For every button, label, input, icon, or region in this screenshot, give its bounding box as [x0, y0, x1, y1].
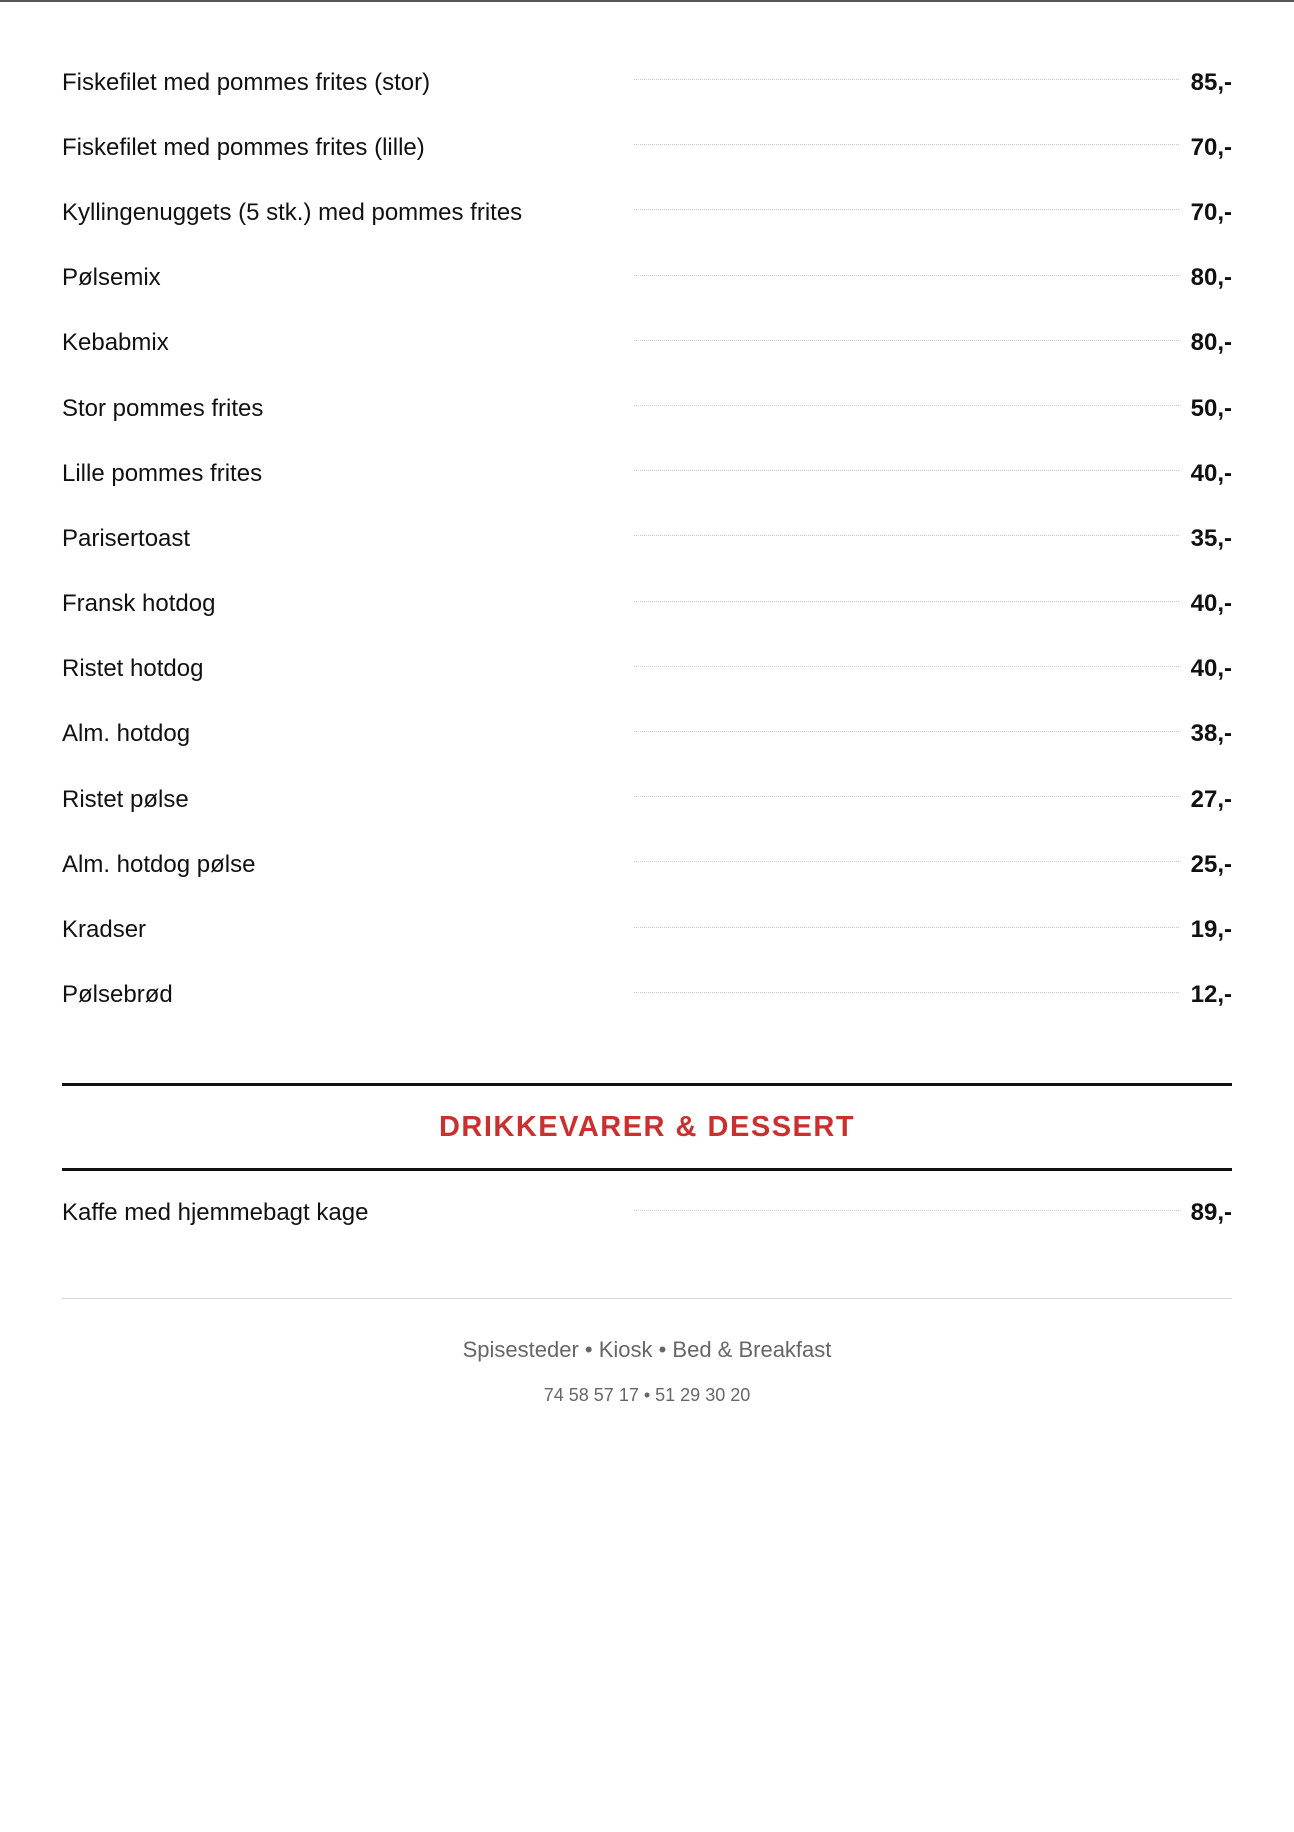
dotted-leader	[634, 731, 1179, 732]
menu-item	[62, 897, 1232, 962]
dotted-leader	[634, 1210, 1179, 1211]
menu-item-price: 80,-	[1190, 264, 1232, 292]
menu-item-price: 89,-	[1190, 1199, 1232, 1227]
menu-item-name: Lille pommes frites	[62, 459, 263, 487]
menu-item	[62, 572, 1232, 637]
menu-item-name: Kyllingenuggets (5 stk.) med pommes frites	[62, 198, 523, 226]
top-border	[0, 0, 1294, 2]
dotted-leader	[634, 209, 1179, 210]
dotted-leader	[634, 992, 1179, 993]
dotted-leader	[634, 275, 1179, 276]
menu-item-name: Kradser	[62, 916, 147, 944]
menu-item-price: 38,-	[1190, 720, 1232, 748]
menu-item	[62, 1181, 1232, 1246]
dotted-leader	[634, 927, 1179, 928]
menu-item-price: 19,-	[1190, 916, 1232, 944]
menu-item-price: 25,-	[1190, 850, 1232, 878]
menu-item	[62, 180, 1232, 245]
menu-item-name: Ristet hotdog	[62, 655, 204, 683]
menu-item-price: 40,-	[1190, 590, 1232, 618]
menu-item	[62, 832, 1232, 897]
dotted-leader	[634, 601, 1179, 602]
dotted-leader	[634, 861, 1179, 862]
dotted-leader	[634, 666, 1179, 667]
menu-item-name: Fiskefilet med pommes frites (stor)	[62, 68, 431, 96]
menu-item	[62, 637, 1232, 702]
menu-item-price: 70,-	[1190, 198, 1232, 226]
menu-item-price: 40,-	[1190, 459, 1232, 487]
menu-item-name: Pølsebrød	[62, 981, 173, 1009]
menu-item-price: 40,-	[1190, 655, 1232, 683]
menu-item-name: Alm. hotdog	[62, 720, 191, 748]
menu-item	[62, 441, 1232, 506]
menu-item-price: 27,-	[1190, 785, 1232, 813]
dotted-leader	[634, 144, 1179, 145]
menu-item-name: Parisertoast	[62, 524, 191, 552]
dotted-leader	[634, 470, 1179, 471]
menu-item	[62, 702, 1232, 767]
menu-item-price: 70,-	[1190, 133, 1232, 161]
menu-item	[62, 767, 1232, 832]
menu-item-name: Fransk hotdog	[62, 590, 216, 618]
section-title: DRIKKEVARER & DESSERT	[438, 1110, 856, 1143]
footer-services: Spisesteder • Kiosk • Bed & Breakfast	[462, 1337, 832, 1362]
dotted-leader	[634, 796, 1179, 797]
menu-item	[62, 963, 1232, 1028]
menu-item-name: Pølsemix	[62, 264, 161, 292]
menu-page	[62, 50, 1232, 1406]
dotted-leader	[634, 340, 1179, 341]
menu-item-name: Alm. hotdog pølse	[62, 850, 256, 878]
menu-item	[62, 115, 1232, 180]
menu-item-name: Stor pommes frites	[62, 394, 264, 422]
food-menu-list	[62, 50, 1232, 1028]
menu-item	[62, 311, 1232, 376]
dotted-leader	[634, 79, 1179, 80]
dotted-leader	[634, 535, 1179, 536]
menu-item	[62, 376, 1232, 441]
menu-item-price: 85,-	[1190, 68, 1232, 96]
footer-phone-numbers: 74 58 57 17 • 51 29 30 20	[543, 1385, 751, 1405]
footer-divider	[62, 1298, 1232, 1299]
menu-item	[62, 506, 1232, 571]
menu-item	[62, 50, 1232, 115]
menu-item-name: Kebabmix	[62, 329, 169, 357]
menu-item-price: 12,-	[1190, 981, 1232, 1009]
menu-item-price: 80,-	[1190, 329, 1232, 357]
menu-item-name: Fiskefilet med pommes frites (lille)	[62, 133, 425, 161]
dotted-leader	[634, 405, 1179, 406]
menu-item-price: 35,-	[1190, 524, 1232, 552]
menu-item	[62, 246, 1232, 311]
menu-item-name: Kaffe med hjemmebagt kage	[62, 1199, 369, 1227]
menu-item-price: 50,-	[1190, 394, 1232, 422]
menu-item-name: Ristet pølse	[62, 785, 189, 813]
drinks-menu-list	[62, 1181, 1232, 1246]
